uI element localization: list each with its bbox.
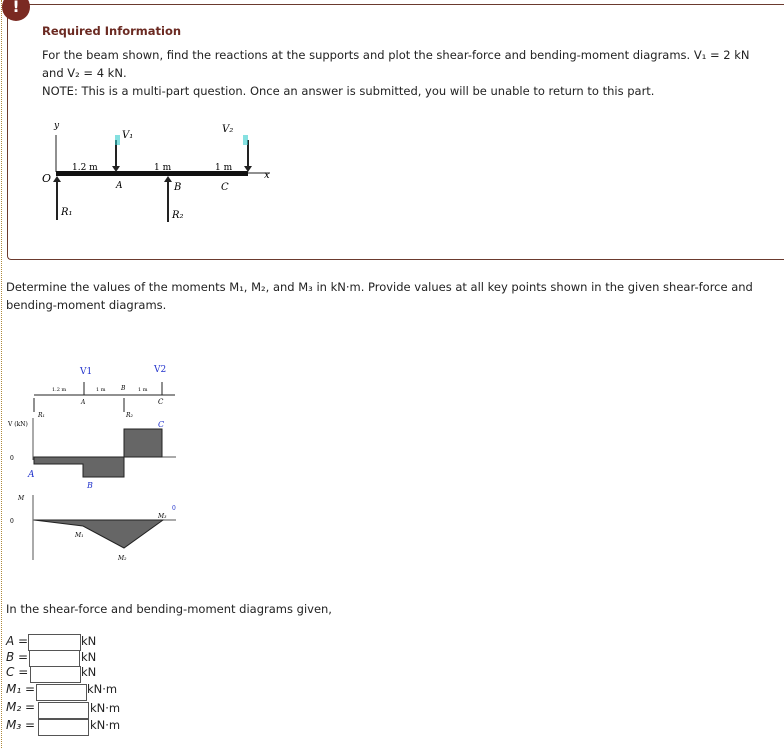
svg-text:M₁: M₁ bbox=[75, 532, 84, 539]
svg-text:A: A bbox=[28, 470, 35, 480]
answer-label-a: A = bbox=[6, 634, 29, 648]
info-title: Required Information bbox=[42, 24, 182, 38]
answer-unit-c: kN bbox=[81, 665, 97, 679]
svg-text:C: C bbox=[221, 182, 229, 193]
shear-positive bbox=[124, 429, 162, 457]
answer-input-c[interactable] bbox=[30, 666, 81, 683]
answer-label-b: B = bbox=[6, 650, 29, 664]
info-text-2: and V₂ = 4 kN. bbox=[42, 66, 127, 80]
prompt-text: In the shear-force and bending-moment diagrams given, bbox=[6, 602, 332, 616]
svg-text:A: A bbox=[116, 181, 123, 191]
answer-label-m1: M₁ = bbox=[6, 682, 36, 696]
answer-label-m2: M₂ = bbox=[6, 700, 36, 714]
answer-input-m1[interactable] bbox=[36, 684, 87, 701]
shear-moment-diagram bbox=[0, 360, 200, 570]
svg-text:B: B bbox=[87, 481, 93, 490]
question-text-2: bending-moment diagrams. bbox=[6, 298, 167, 312]
answer-input-b[interactable] bbox=[29, 650, 80, 667]
answer-unit-b: kN bbox=[81, 650, 97, 664]
answer-unit-m3: kN·m bbox=[90, 718, 121, 732]
svg-text:V (kN): V (kN) bbox=[8, 421, 28, 428]
svg-text:1.2 m: 1.2 m bbox=[72, 163, 98, 173]
svg-text:R₁: R₁ bbox=[38, 412, 45, 419]
answer-label-m3: M₃ = bbox=[6, 718, 36, 732]
shear-negative bbox=[34, 457, 124, 477]
alert-icon: ! bbox=[2, 0, 30, 21]
answer-input-a[interactable] bbox=[28, 634, 81, 651]
svg-text:V₁: V₁ bbox=[122, 130, 134, 141]
question-text-1: Determine the values of the moments M₁, M₂, and M₃ in kN·m. Provide values at all key points shown in the given shear-force and bbox=[6, 280, 753, 294]
beam-figure bbox=[30, 110, 270, 230]
svg-text:1 m: 1 m bbox=[215, 163, 233, 173]
svg-text:R₂: R₂ bbox=[126, 412, 133, 419]
svg-text:1 m: 1 m bbox=[154, 163, 172, 173]
answer-label-c: C = bbox=[6, 665, 29, 679]
svg-text:1 m: 1 m bbox=[138, 387, 148, 393]
svg-text:B: B bbox=[121, 385, 126, 392]
svg-text:0: 0 bbox=[172, 505, 176, 512]
svg-text:V2: V2 bbox=[154, 365, 167, 375]
svg-text:V1: V1 bbox=[80, 367, 93, 377]
svg-text:C: C bbox=[158, 420, 165, 429]
answer-input-m3[interactable] bbox=[38, 719, 89, 736]
answer-input-m2[interactable] bbox=[38, 702, 89, 719]
svg-text:V₂: V₂ bbox=[222, 124, 234, 135]
answer-unit-m2: kN·m bbox=[90, 701, 121, 715]
svg-text:O: O bbox=[42, 172, 52, 185]
moment-area bbox=[34, 520, 163, 548]
svg-text:M₃: M₃ bbox=[158, 513, 167, 520]
svg-text:M₂: M₂ bbox=[118, 555, 127, 562]
info-text-1: For the beam shown, find the reactions at the supports and plot the shear-force and bending-moment diagrams. V₁ = 2 kN bbox=[42, 48, 750, 62]
svg-text:C: C bbox=[158, 398, 164, 406]
svg-text:M: M bbox=[18, 495, 25, 502]
svg-text:1.2 m: 1.2 m bbox=[52, 387, 67, 393]
svg-text:B: B bbox=[174, 182, 182, 193]
svg-text:1 m: 1 m bbox=[96, 387, 106, 393]
info-note: NOTE: This is a multi-part question. Once an answer is submitted, you will be unable to return to this part. bbox=[42, 84, 655, 98]
answer-unit-a: kN bbox=[81, 634, 97, 648]
answer-unit-m1: kN·m bbox=[87, 682, 118, 696]
y-label: y bbox=[54, 121, 60, 131]
svg-text:0: 0 bbox=[10, 455, 14, 462]
svg-text:0: 0 bbox=[10, 518, 14, 525]
svg-text:R₂: R₂ bbox=[172, 210, 184, 221]
svg-text:A: A bbox=[81, 399, 86, 406]
svg-text:x: x bbox=[264, 170, 270, 181]
svg-text:R₁: R₁ bbox=[61, 207, 73, 218]
